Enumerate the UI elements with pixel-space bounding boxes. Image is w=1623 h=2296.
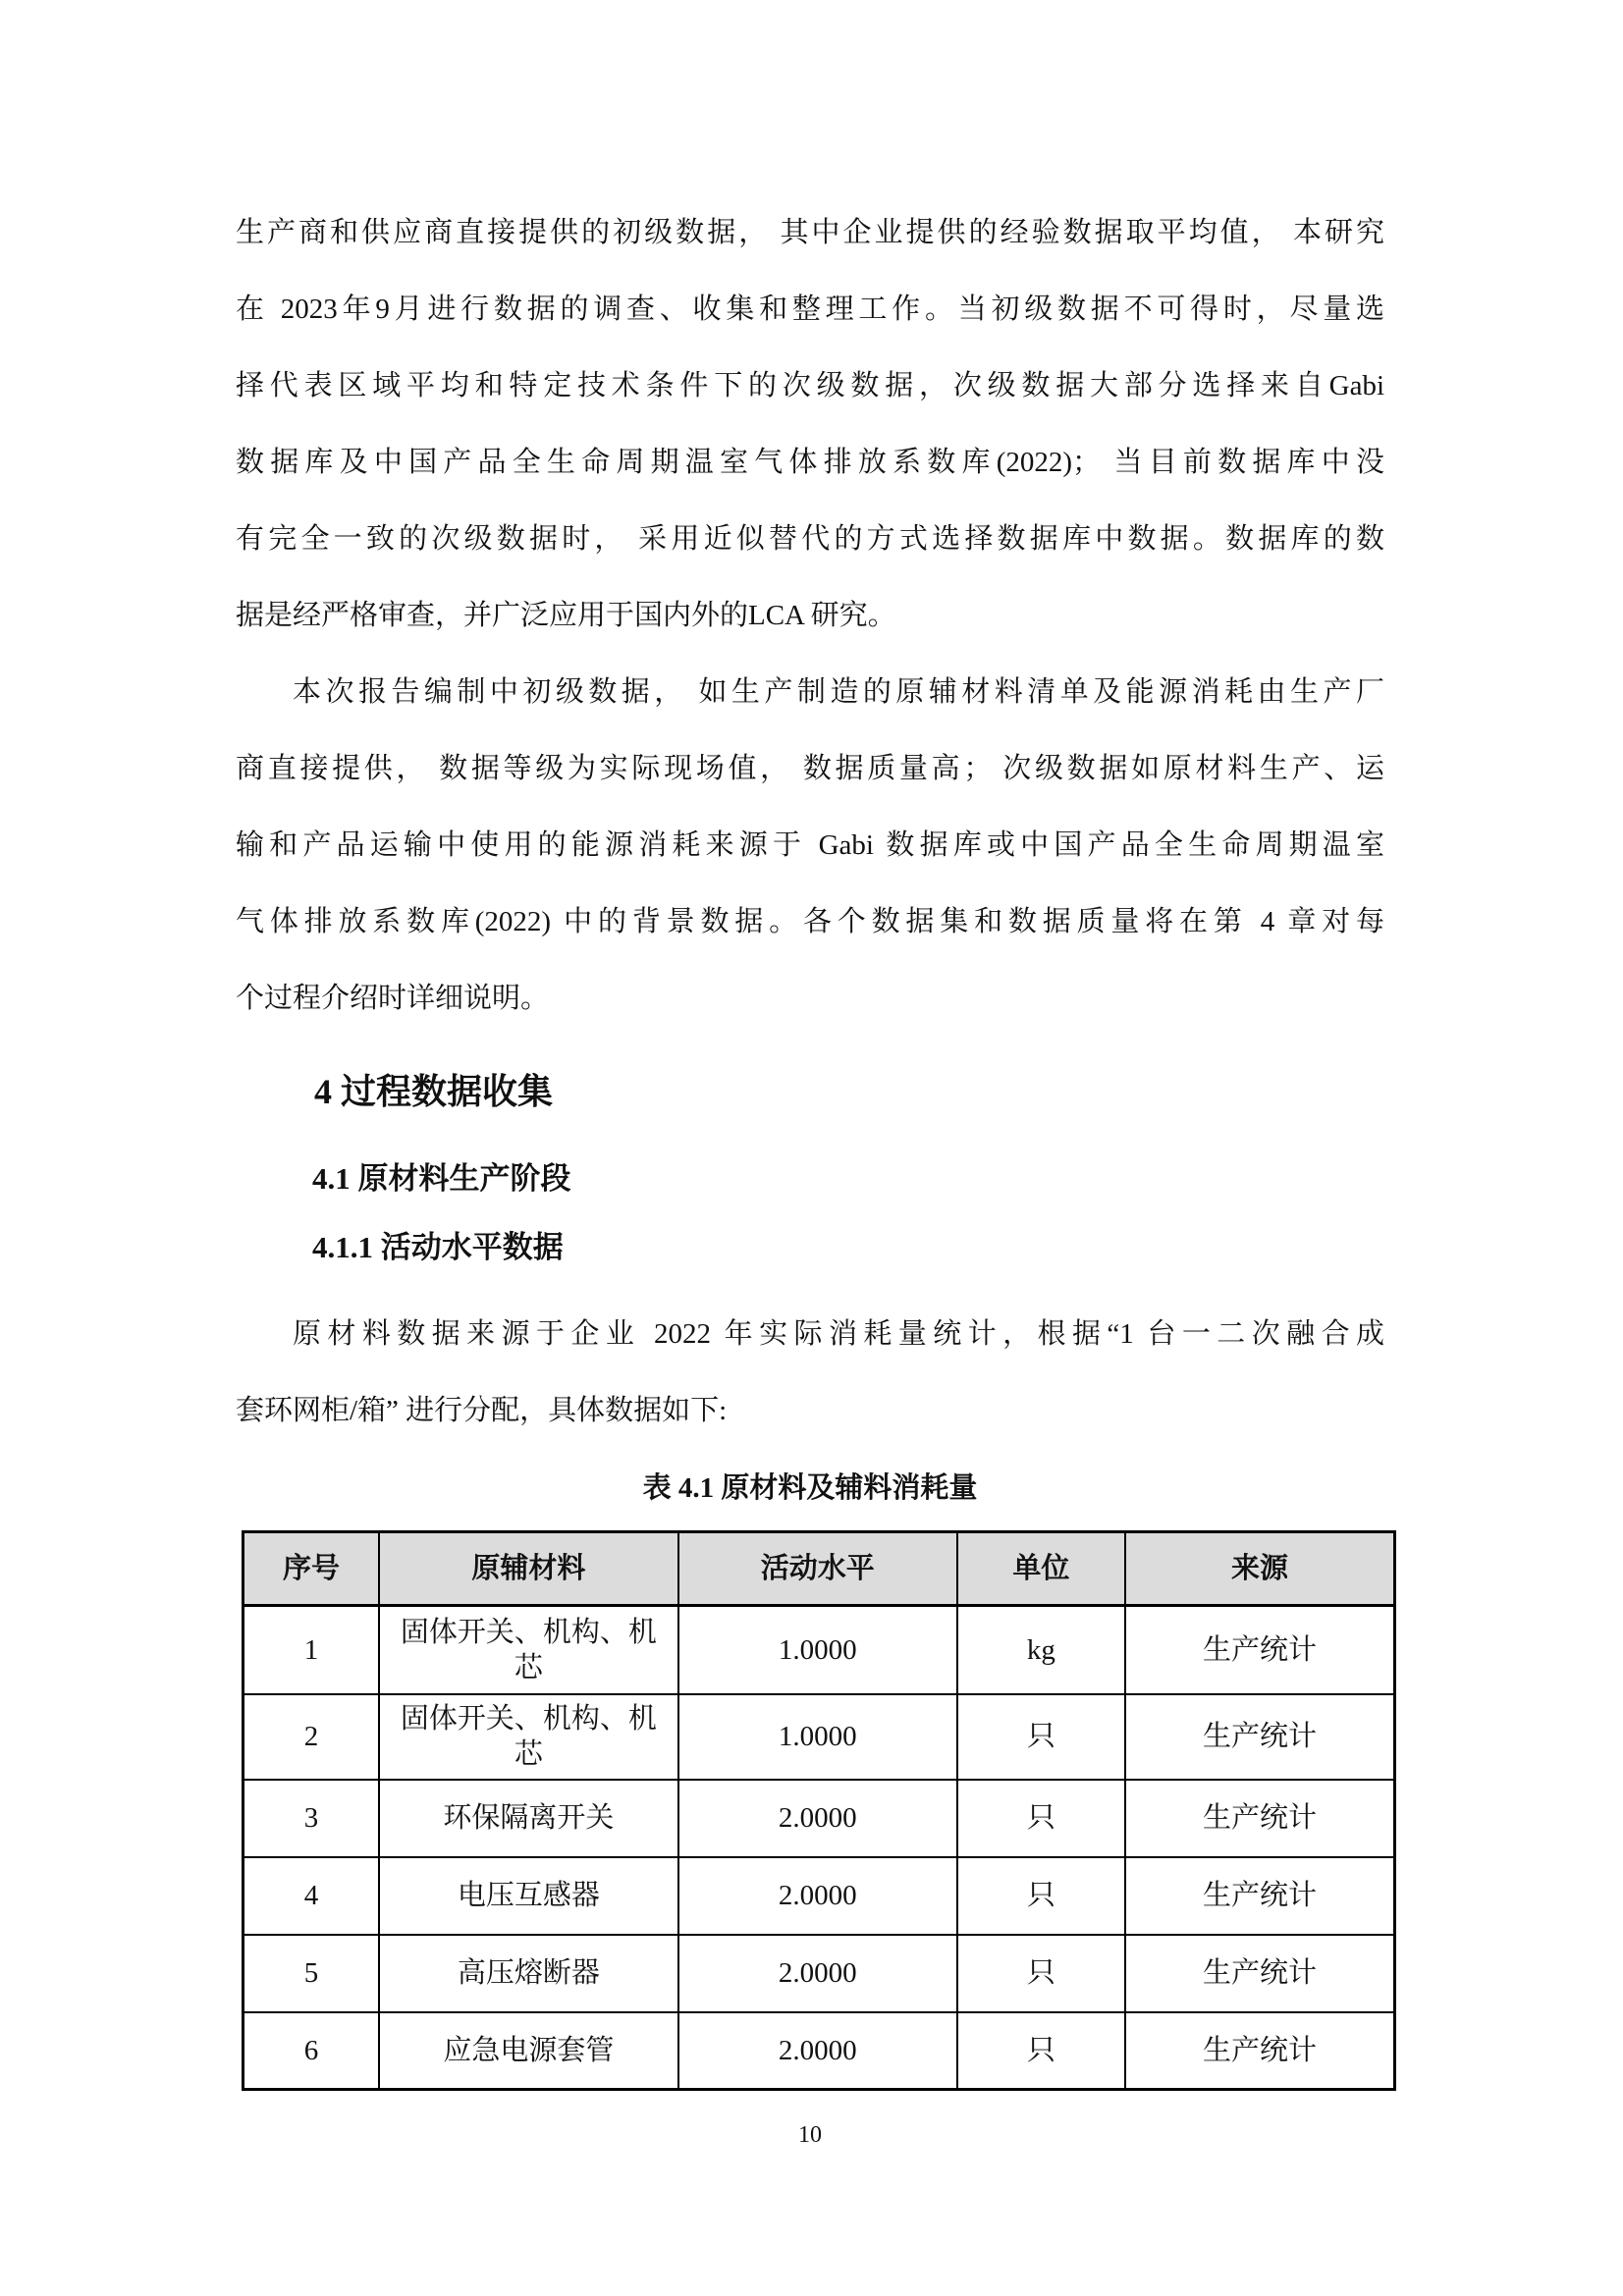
table-row xyxy=(243,1780,1395,1857)
source-cell: 生产统计 xyxy=(1125,1935,1395,2012)
row-index-cell: 6 xyxy=(243,2012,379,2090)
material-cell: 固体开关、机构、机芯 xyxy=(379,1694,678,1780)
body-paragraph-1 xyxy=(236,194,1384,654)
body-text-line: 商直接提供， 数据等级为实际现场值， 数据质量高； 次级数据如原材料生产、运 xyxy=(236,753,1384,784)
row-index-cell: 2 xyxy=(243,1694,379,1780)
table-row xyxy=(243,1694,1395,1780)
source-cell: 生产统计 xyxy=(1125,2012,1395,2090)
material-cell: 电压互感器 xyxy=(379,1857,678,1935)
source-cell: 生产统计 xyxy=(1125,1857,1395,1935)
activity-level-cell: 2.0000 xyxy=(678,1780,957,1857)
unit-cell: 只 xyxy=(957,1935,1125,2012)
material-cell: 高压熔断器 xyxy=(379,1935,678,2012)
body-text-line: 在 2023年9月进行数据的调查、收集和整理工作。当初级数据不可得时，尽量选 xyxy=(236,294,1384,325)
body-text-line: 输和产品运输中使用的能源消耗来源于 Gabi 数据库或中国产品全生命周期温室 xyxy=(236,829,1384,861)
material-cell: 环保隔离开关 xyxy=(379,1780,678,1857)
column-header: 活动水平 xyxy=(678,1532,957,1606)
section-heading-4-1: 4.1 原材料生产阶段 xyxy=(312,1161,571,1196)
table-row xyxy=(243,1606,1395,1694)
body-text-line: 个过程介绍时详细说明。 xyxy=(236,983,550,1014)
unit-cell: kg xyxy=(957,1606,1125,1694)
table-row xyxy=(243,2012,1395,2090)
body-text-line: 原材料数据来源于企业 2022 年实际消耗量统计，根据“1 台一二次融合成 xyxy=(293,1318,1384,1350)
column-header: 来源 xyxy=(1125,1532,1395,1606)
materials-consumption-table xyxy=(242,1530,1396,2091)
body-text-line: 有完全一致的次级数据时， 采用近似替代的方式选择数据库中数据。数据库的数 xyxy=(236,523,1384,555)
activity-level-cell: 2.0000 xyxy=(678,1857,957,1935)
body-text-line: 本次报告编制中初级数据， 如生产制造的原辅材料清单及能源消耗由生产厂 xyxy=(293,676,1384,708)
activity-level-cell: 1.0000 xyxy=(678,1694,957,1780)
page-content xyxy=(236,194,1384,2150)
body-text-line: 气体排放系数库(2022) 中的背景数据。各个数据集和数据质量将在第 4 章对每 xyxy=(236,906,1384,937)
body-text-line: 生产商和供应商直接提供的初级数据， 其中企业提供的经验数据取平均值， 本研究 xyxy=(236,217,1384,248)
row-index-cell: 3 xyxy=(243,1780,379,1857)
column-header: 序号 xyxy=(243,1532,379,1606)
column-header: 原辅材料 xyxy=(379,1532,678,1606)
table-header xyxy=(243,1532,1395,1606)
unit-cell: 只 xyxy=(957,1780,1125,1857)
unit-cell: 只 xyxy=(957,2012,1125,2090)
page-number: 10 xyxy=(798,2122,822,2148)
row-index-cell: 5 xyxy=(243,1935,379,2012)
row-index-cell: 1 xyxy=(243,1606,379,1694)
material-cell: 应急电源套管 xyxy=(379,2012,678,2090)
section-heading-4-1-1: 4.1.1 活动水平数据 xyxy=(312,1230,564,1264)
source-cell: 生产统计 xyxy=(1125,1694,1395,1780)
table-body xyxy=(243,1606,1395,2090)
body-text-line: 套环网柜/箱” 进行分配，具体数据如下: xyxy=(236,1395,728,1426)
activity-level-cell: 1.0000 xyxy=(678,1606,957,1694)
source-cell: 生产统计 xyxy=(1125,1606,1395,1694)
table-row xyxy=(243,1935,1395,2012)
body-text-line: 据是经严格审查，并广泛应用于国内外的LCA 研究。 xyxy=(236,600,896,631)
table-header-row xyxy=(243,1532,1395,1606)
body-paragraph-3 xyxy=(236,1296,1384,1449)
source-cell: 生产统计 xyxy=(1125,1780,1395,1857)
section-heading-4: 4 过程数据收集 xyxy=(314,1072,554,1111)
body-text-line: 数据库及中国产品全生命周期温室气体排放系数库(2022)； 当目前数据库中没 xyxy=(236,447,1384,478)
column-header: 单位 xyxy=(957,1532,1125,1606)
body-paragraph-2 xyxy=(236,654,1384,1037)
unit-cell: 只 xyxy=(957,1694,1125,1780)
activity-level-cell: 2.0000 xyxy=(678,1935,957,2012)
body-text-line: 择代表区域平均和特定技术条件下的次级数据，次级数据大部分选择来自Gabi xyxy=(236,370,1384,401)
table-row xyxy=(243,1857,1395,1935)
activity-level-cell: 2.0000 xyxy=(678,2012,957,2090)
material-cell: 固体开关、机构、机芯 xyxy=(379,1606,678,1694)
unit-cell: 只 xyxy=(957,1857,1125,1935)
table-caption: 表 4.1 原材料及辅料消耗量 xyxy=(642,1472,978,1504)
row-index-cell: 4 xyxy=(243,1857,379,1935)
